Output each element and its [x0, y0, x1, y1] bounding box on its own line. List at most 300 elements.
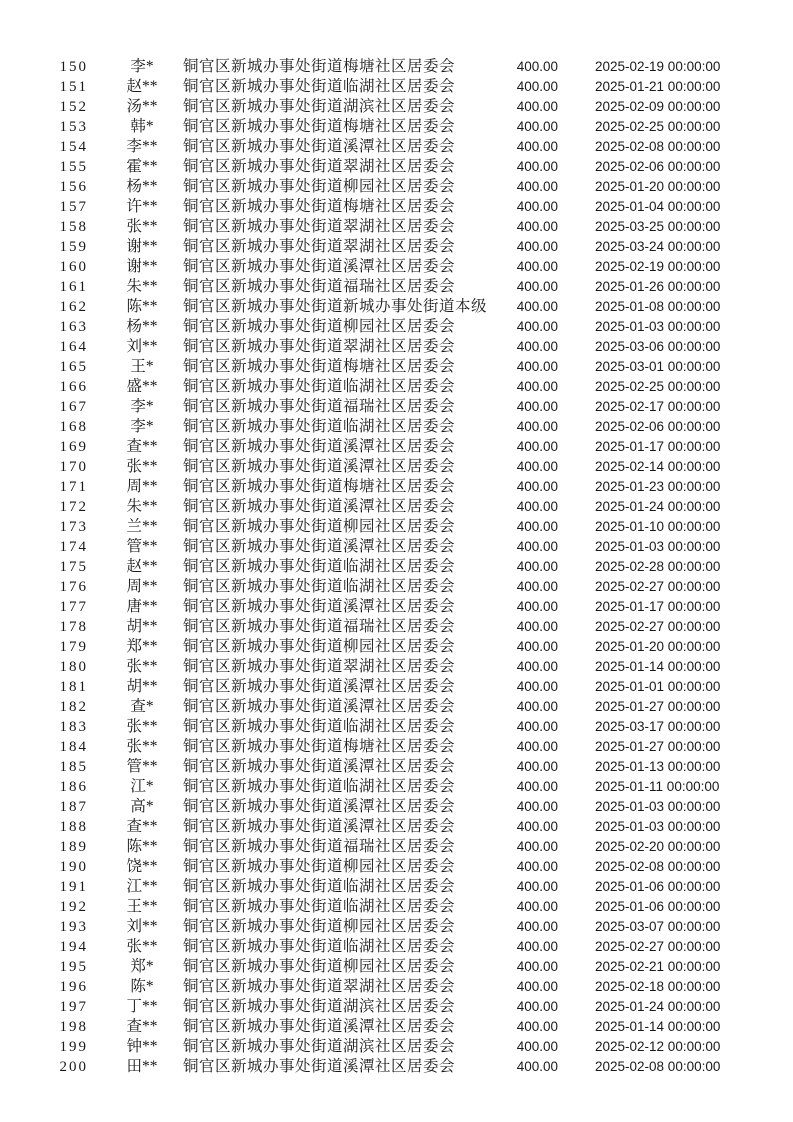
date-value: 2025-01-03 00:00:00	[595, 799, 721, 814]
table-row	[0, 497, 793, 517]
organization-name: 铜官区新城办事处街道临湖社区居委会	[183, 578, 456, 595]
table-row	[0, 677, 793, 697]
table-row	[0, 357, 793, 377]
row-number: 165	[59, 359, 88, 375]
table-row	[0, 77, 793, 97]
organization-name: 铜官区新城办事处街道湖滨社区居委会	[183, 1038, 456, 1055]
amount-value: 400.00	[516, 739, 558, 754]
row-number: 168	[59, 419, 88, 435]
organization-name: 铜官区新城办事处街道柳园社区居委会	[183, 638, 456, 655]
date-value: 2025-03-01 00:00:00	[595, 359, 721, 374]
person-name: 盛**	[126, 378, 158, 395]
person-name: 张**	[126, 938, 158, 955]
organization-name: 铜官区新城办事处街道溪潭社区居委会	[183, 538, 456, 555]
row-number: 159	[59, 239, 88, 255]
table-row	[0, 237, 793, 257]
organization-name: 铜官区新城办事处街道湖滨社区居委会	[183, 998, 456, 1015]
organization-name: 铜官区新城办事处街道翠湖社区居委会	[183, 338, 456, 355]
row-number: 163	[59, 319, 88, 335]
table-row	[0, 857, 793, 877]
person-name: 唐**	[126, 598, 158, 615]
person-name: 刘**	[126, 918, 158, 935]
row-number: 164	[59, 339, 88, 355]
person-name: 丁**	[126, 998, 158, 1015]
table-row	[0, 537, 793, 557]
payment-table	[0, 57, 793, 1077]
table-row	[0, 477, 793, 497]
date-value: 2025-02-06 00:00:00	[595, 159, 721, 174]
date-value: 2025-02-19 00:00:00	[595, 59, 721, 74]
date-value: 2025-03-25 00:00:00	[595, 219, 721, 234]
organization-name: 铜官区新城办事处街道临湖社区居委会	[183, 878, 456, 895]
table-row	[0, 697, 793, 717]
person-name: 周**	[126, 478, 158, 495]
organization-name: 铜官区新城办事处街道新城办事处街道本级	[183, 298, 488, 315]
date-value: 2025-01-10 00:00:00	[595, 519, 721, 534]
person-name: 江**	[126, 878, 158, 895]
table-row	[0, 517, 793, 537]
table-row	[0, 617, 793, 637]
organization-name: 铜官区新城办事处街道溪潭社区居委会	[183, 678, 456, 695]
person-name: 霍**	[126, 158, 158, 175]
amount-value: 400.00	[516, 479, 558, 494]
organization-name: 铜官区新城办事处街道翠湖社区居委会	[183, 658, 456, 675]
amount-value: 400.00	[516, 799, 558, 814]
person-name: 查**	[126, 1018, 158, 1035]
date-value: 2025-02-12 00:00:00	[595, 1039, 721, 1054]
table-row	[0, 597, 793, 617]
organization-name: 铜官区新城办事处街道临湖社区居委会	[183, 378, 456, 395]
date-value: 2025-01-08 00:00:00	[595, 299, 721, 314]
amount-value: 400.00	[516, 319, 558, 334]
amount-value: 400.00	[516, 1059, 558, 1074]
amount-value: 400.00	[516, 859, 558, 874]
row-number: 198	[59, 1019, 88, 1035]
date-value: 2025-02-08 00:00:00	[595, 139, 721, 154]
date-value: 2025-02-27 00:00:00	[595, 619, 721, 634]
table-row	[0, 297, 793, 317]
date-value: 2025-02-17 00:00:00	[595, 399, 721, 414]
amount-value: 400.00	[516, 59, 558, 74]
date-value: 2025-02-25 00:00:00	[595, 119, 721, 134]
amount-value: 400.00	[516, 139, 558, 154]
table-row	[0, 97, 793, 117]
person-name: 刘**	[126, 338, 158, 355]
row-number: 154	[59, 139, 88, 155]
date-value: 2025-01-20 00:00:00	[595, 179, 721, 194]
organization-name: 铜官区新城办事处街道梅塘社区居委会	[183, 198, 456, 215]
amount-value: 400.00	[516, 119, 558, 134]
person-name: 朱**	[126, 278, 158, 295]
row-number: 192	[59, 899, 88, 915]
table-row	[0, 977, 793, 997]
table-row	[0, 917, 793, 937]
table-row	[0, 957, 793, 977]
row-number: 184	[59, 739, 88, 755]
amount-value: 400.00	[516, 519, 558, 534]
row-number: 161	[59, 279, 88, 295]
organization-name: 铜官区新城办事处街道溪潭社区居委会	[183, 798, 456, 815]
person-name: 江*	[130, 778, 154, 795]
person-name: 张**	[126, 658, 158, 675]
date-value: 2025-01-21 00:00:00	[595, 79, 721, 94]
date-value: 2025-03-07 00:00:00	[595, 919, 721, 934]
organization-name: 铜官区新城办事处街道福瑞社区居委会	[183, 838, 456, 855]
date-value: 2025-02-25 00:00:00	[595, 379, 721, 394]
row-number: 191	[59, 879, 88, 895]
person-name: 查**	[126, 438, 158, 455]
amount-value: 400.00	[516, 839, 558, 854]
table-row	[0, 717, 793, 737]
person-name: 郑**	[126, 638, 158, 655]
organization-name: 铜官区新城办事处街道柳园社区居委会	[183, 858, 456, 875]
table-row	[0, 797, 793, 817]
organization-name: 铜官区新城办事处街道福瑞社区居委会	[183, 278, 456, 295]
organization-name: 铜官区新城办事处街道柳园社区居委会	[183, 178, 456, 195]
date-value: 2025-01-13 00:00:00	[595, 759, 721, 774]
amount-value: 400.00	[516, 459, 558, 474]
amount-value: 400.00	[516, 919, 558, 934]
date-value: 2025-01-27 00:00:00	[595, 739, 721, 754]
amount-value: 400.00	[516, 979, 558, 994]
amount-value: 400.00	[516, 259, 558, 274]
person-name: 钟**	[126, 1038, 158, 1055]
amount-value: 400.00	[516, 939, 558, 954]
person-name: 张**	[126, 738, 158, 755]
table-row	[0, 217, 793, 237]
date-value: 2025-02-20 00:00:00	[595, 839, 721, 854]
table-row	[0, 437, 793, 457]
organization-name: 铜官区新城办事处街道柳园社区居委会	[183, 918, 456, 935]
date-value: 2025-01-03 00:00:00	[595, 819, 721, 834]
organization-name: 铜官区新城办事处街道福瑞社区居委会	[183, 618, 456, 635]
person-name: 胡**	[126, 618, 158, 635]
date-value: 2025-03-17 00:00:00	[595, 719, 721, 734]
amount-value: 400.00	[516, 539, 558, 554]
row-number: 176	[59, 579, 88, 595]
organization-name: 铜官区新城办事处街道溪潭社区居委会	[183, 1018, 456, 1035]
table-row	[0, 817, 793, 837]
date-value: 2025-01-17 00:00:00	[595, 439, 721, 454]
row-number: 155	[59, 159, 88, 175]
table-row	[0, 57, 793, 77]
person-name: 王**	[126, 898, 158, 915]
row-number: 189	[59, 839, 88, 855]
organization-name: 铜官区新城办事处街道临湖社区居委会	[183, 898, 456, 915]
organization-name: 铜官区新城办事处街道福瑞社区居委会	[183, 398, 456, 415]
person-name: 谢**	[126, 258, 158, 275]
organization-name: 铜官区新城办事处街道柳园社区居委会	[183, 958, 456, 975]
person-name: 饶**	[126, 858, 158, 875]
date-value: 2025-01-24 00:00:00	[595, 999, 721, 1014]
amount-value: 400.00	[516, 79, 558, 94]
organization-name: 铜官区新城办事处街道临湖社区居委会	[183, 718, 456, 735]
amount-value: 400.00	[516, 579, 558, 594]
amount-value: 400.00	[516, 619, 558, 634]
row-number: 185	[59, 759, 88, 775]
amount-value: 400.00	[516, 599, 558, 614]
date-value: 2025-01-03 00:00:00	[595, 539, 721, 554]
person-name: 张**	[126, 458, 158, 475]
table-row	[0, 637, 793, 657]
organization-name: 铜官区新城办事处街道梅塘社区居委会	[183, 478, 456, 495]
amount-value: 400.00	[516, 199, 558, 214]
amount-value: 400.00	[516, 239, 558, 254]
date-value: 2025-01-14 00:00:00	[595, 1019, 721, 1034]
amount-value: 400.00	[516, 679, 558, 694]
row-number: 150	[59, 59, 88, 75]
row-number: 186	[59, 779, 88, 795]
row-number: 181	[59, 679, 88, 695]
table-row	[0, 337, 793, 357]
person-name: 许**	[126, 198, 158, 215]
table-row	[0, 397, 793, 417]
person-name: 李*	[130, 58, 154, 75]
amount-value: 400.00	[516, 279, 558, 294]
amount-value: 400.00	[516, 499, 558, 514]
row-number: 190	[59, 859, 88, 875]
amount-value: 400.00	[516, 779, 558, 794]
row-number: 171	[59, 479, 88, 495]
amount-value: 400.00	[516, 899, 558, 914]
row-number: 187	[59, 799, 88, 815]
date-value: 2025-03-06 00:00:00	[595, 339, 721, 354]
row-number: 182	[59, 699, 88, 715]
row-number: 158	[59, 219, 88, 235]
person-name: 赵**	[126, 558, 158, 575]
row-number: 174	[59, 539, 88, 555]
person-name: 王*	[130, 358, 154, 375]
amount-value: 400.00	[516, 699, 558, 714]
person-name: 胡**	[126, 678, 158, 695]
amount-value: 400.00	[516, 359, 558, 374]
table-row	[0, 1017, 793, 1037]
date-value: 2025-01-04 00:00:00	[595, 199, 721, 214]
person-name: 高*	[130, 798, 154, 815]
table-row	[0, 177, 793, 197]
row-number: 160	[59, 259, 88, 275]
date-value: 2025-01-27 00:00:00	[595, 699, 721, 714]
person-name: 兰**	[126, 518, 158, 535]
row-number: 178	[59, 619, 88, 635]
row-number: 175	[59, 559, 88, 575]
person-name: 韩*	[130, 118, 154, 135]
person-name: 杨**	[126, 178, 158, 195]
table-row	[0, 157, 793, 177]
row-number: 169	[59, 439, 88, 455]
person-name: 李*	[130, 418, 154, 435]
amount-value: 400.00	[516, 299, 558, 314]
person-name: 管**	[126, 538, 158, 555]
person-name: 查*	[130, 698, 154, 715]
date-value: 2025-01-06 00:00:00	[595, 899, 721, 914]
amount-value: 400.00	[516, 99, 558, 114]
row-number: 170	[59, 459, 88, 475]
row-number: 162	[59, 299, 88, 315]
date-value: 2025-02-14 00:00:00	[595, 459, 721, 474]
table-row	[0, 757, 793, 777]
date-value: 2025-02-21 00:00:00	[595, 959, 721, 974]
date-value: 2025-02-19 00:00:00	[595, 259, 721, 274]
amount-value: 400.00	[516, 399, 558, 414]
row-number: 200	[59, 1059, 88, 1075]
organization-name: 铜官区新城办事处街道溪潭社区居委会	[183, 438, 456, 455]
date-value: 2025-02-18 00:00:00	[595, 979, 721, 994]
row-number: 194	[59, 939, 88, 955]
date-value: 2025-02-08 00:00:00	[595, 1059, 721, 1074]
date-value: 2025-02-27 00:00:00	[595, 579, 721, 594]
date-value: 2025-01-24 00:00:00	[595, 499, 721, 514]
table-row	[0, 777, 793, 797]
amount-value: 400.00	[516, 719, 558, 734]
person-name: 杨**	[126, 318, 158, 335]
row-number: 197	[59, 999, 88, 1015]
organization-name: 铜官区新城办事处街道梅塘社区居委会	[183, 358, 456, 375]
row-number: 157	[59, 199, 88, 215]
organization-name: 铜官区新城办事处街道溪潭社区居委会	[183, 758, 456, 775]
organization-name: 铜官区新城办事处街道溪潭社区居委会	[183, 258, 456, 275]
amount-value: 400.00	[516, 179, 558, 194]
person-name: 陈**	[126, 298, 158, 315]
organization-name: 铜官区新城办事处街道溪潭社区居委会	[183, 698, 456, 715]
organization-name: 铜官区新城办事处街道翠湖社区居委会	[183, 158, 456, 175]
amount-value: 400.00	[516, 159, 558, 174]
date-value: 2025-01-17 00:00:00	[595, 599, 721, 614]
amount-value: 400.00	[516, 659, 558, 674]
organization-name: 铜官区新城办事处街道梅塘社区居委会	[183, 738, 456, 755]
organization-name: 铜官区新城办事处街道梅塘社区居委会	[183, 118, 456, 135]
row-number: 166	[59, 379, 88, 395]
table-row	[0, 837, 793, 857]
date-value: 2025-01-14 00:00:00	[595, 659, 721, 674]
date-value: 2025-02-06 00:00:00	[595, 419, 721, 434]
amount-value: 400.00	[516, 1039, 558, 1054]
person-name: 张**	[126, 718, 158, 735]
table-row	[0, 997, 793, 1017]
amount-value: 400.00	[516, 999, 558, 1014]
table-row	[0, 877, 793, 897]
amount-value: 400.00	[516, 419, 558, 434]
organization-name: 铜官区新城办事处街道柳园社区居委会	[183, 518, 456, 535]
person-name: 周**	[126, 578, 158, 595]
table-row	[0, 197, 793, 217]
table-row	[0, 377, 793, 397]
organization-name: 铜官区新城办事处街道湖滨社区居委会	[183, 98, 456, 115]
organization-name: 铜官区新城办事处街道溪潭社区居委会	[183, 598, 456, 615]
row-number: 179	[59, 639, 88, 655]
table-row	[0, 557, 793, 577]
person-name: 李*	[130, 398, 154, 415]
row-number: 193	[59, 919, 88, 935]
date-value: 2025-03-24 00:00:00	[595, 239, 721, 254]
amount-value: 400.00	[516, 759, 558, 774]
table-row	[0, 897, 793, 917]
row-number: 183	[59, 719, 88, 735]
amount-value: 400.00	[516, 879, 558, 894]
amount-value: 400.00	[516, 439, 558, 454]
person-name: 李**	[126, 138, 158, 155]
row-number: 172	[59, 499, 88, 515]
person-name: 谢**	[126, 238, 158, 255]
person-name: 管**	[126, 758, 158, 775]
date-value: 2025-01-06 00:00:00	[595, 879, 721, 894]
date-value: 2025-01-03 00:00:00	[595, 319, 721, 334]
row-number: 188	[59, 819, 88, 835]
date-value: 2025-01-01 00:00:00	[595, 679, 721, 694]
organization-name: 铜官区新城办事处街道溪潭社区居委会	[183, 1058, 456, 1075]
row-number: 180	[59, 659, 88, 675]
row-number: 195	[59, 959, 88, 975]
row-number: 151	[59, 79, 88, 95]
person-name: 陈**	[126, 838, 158, 855]
row-number: 153	[59, 119, 88, 135]
table-row	[0, 117, 793, 137]
person-name: 朱**	[126, 498, 158, 515]
organization-name: 铜官区新城办事处街道翠湖社区居委会	[183, 218, 456, 235]
person-name: 田**	[126, 1058, 158, 1075]
amount-value: 400.00	[516, 559, 558, 574]
amount-value: 400.00	[516, 959, 558, 974]
row-number: 173	[59, 519, 88, 535]
person-name: 赵**	[126, 78, 158, 95]
organization-name: 铜官区新城办事处街道翠湖社区居委会	[183, 238, 456, 255]
row-number: 177	[59, 599, 88, 615]
date-value: 2025-02-27 00:00:00	[595, 939, 721, 954]
person-name: 陈*	[130, 978, 154, 995]
organization-name: 铜官区新城办事处街道临湖社区居委会	[183, 938, 456, 955]
date-value: 2025-01-23 00:00:00	[595, 479, 721, 494]
row-number: 199	[59, 1039, 88, 1055]
person-name: 查**	[126, 818, 158, 835]
table-row	[0, 657, 793, 677]
organization-name: 铜官区新城办事处街道溪潭社区居委会	[183, 138, 456, 155]
table-row	[0, 937, 793, 957]
date-value: 2025-01-11 00:00:00	[595, 779, 720, 794]
organization-name: 铜官区新城办事处街道临湖社区居委会	[183, 558, 456, 575]
amount-value: 400.00	[516, 379, 558, 394]
table-row	[0, 1037, 793, 1057]
organization-name: 铜官区新城办事处街道溪潭社区居委会	[183, 458, 456, 475]
person-name: 郑*	[130, 958, 154, 975]
table-row	[0, 417, 793, 437]
amount-value: 400.00	[516, 819, 558, 834]
person-name: 张**	[126, 218, 158, 235]
date-value: 2025-02-28 00:00:00	[595, 559, 721, 574]
row-number: 152	[59, 99, 88, 115]
table-row	[0, 737, 793, 757]
table-row	[0, 457, 793, 477]
amount-value: 400.00	[516, 1019, 558, 1034]
row-number: 156	[59, 179, 88, 195]
table-row	[0, 277, 793, 297]
table-row	[0, 317, 793, 337]
table-row	[0, 137, 793, 157]
amount-value: 400.00	[516, 219, 558, 234]
date-value: 2025-02-08 00:00:00	[595, 859, 721, 874]
row-number: 196	[59, 979, 88, 995]
date-value: 2025-01-20 00:00:00	[595, 639, 721, 654]
organization-name: 铜官区新城办事处街道临湖社区居委会	[183, 778, 456, 795]
table-row	[0, 1057, 793, 1077]
organization-name: 铜官区新城办事处街道溪潭社区居委会	[183, 818, 456, 835]
organization-name: 铜官区新城办事处街道溪潭社区居委会	[183, 498, 456, 515]
date-value: 2025-01-26 00:00:00	[595, 279, 721, 294]
row-number: 167	[59, 399, 88, 415]
organization-name: 铜官区新城办事处街道柳园社区居委会	[183, 318, 456, 335]
table-row	[0, 577, 793, 597]
organization-name: 铜官区新城办事处街道翠湖社区居委会	[183, 978, 456, 995]
person-name: 汤**	[126, 98, 158, 115]
